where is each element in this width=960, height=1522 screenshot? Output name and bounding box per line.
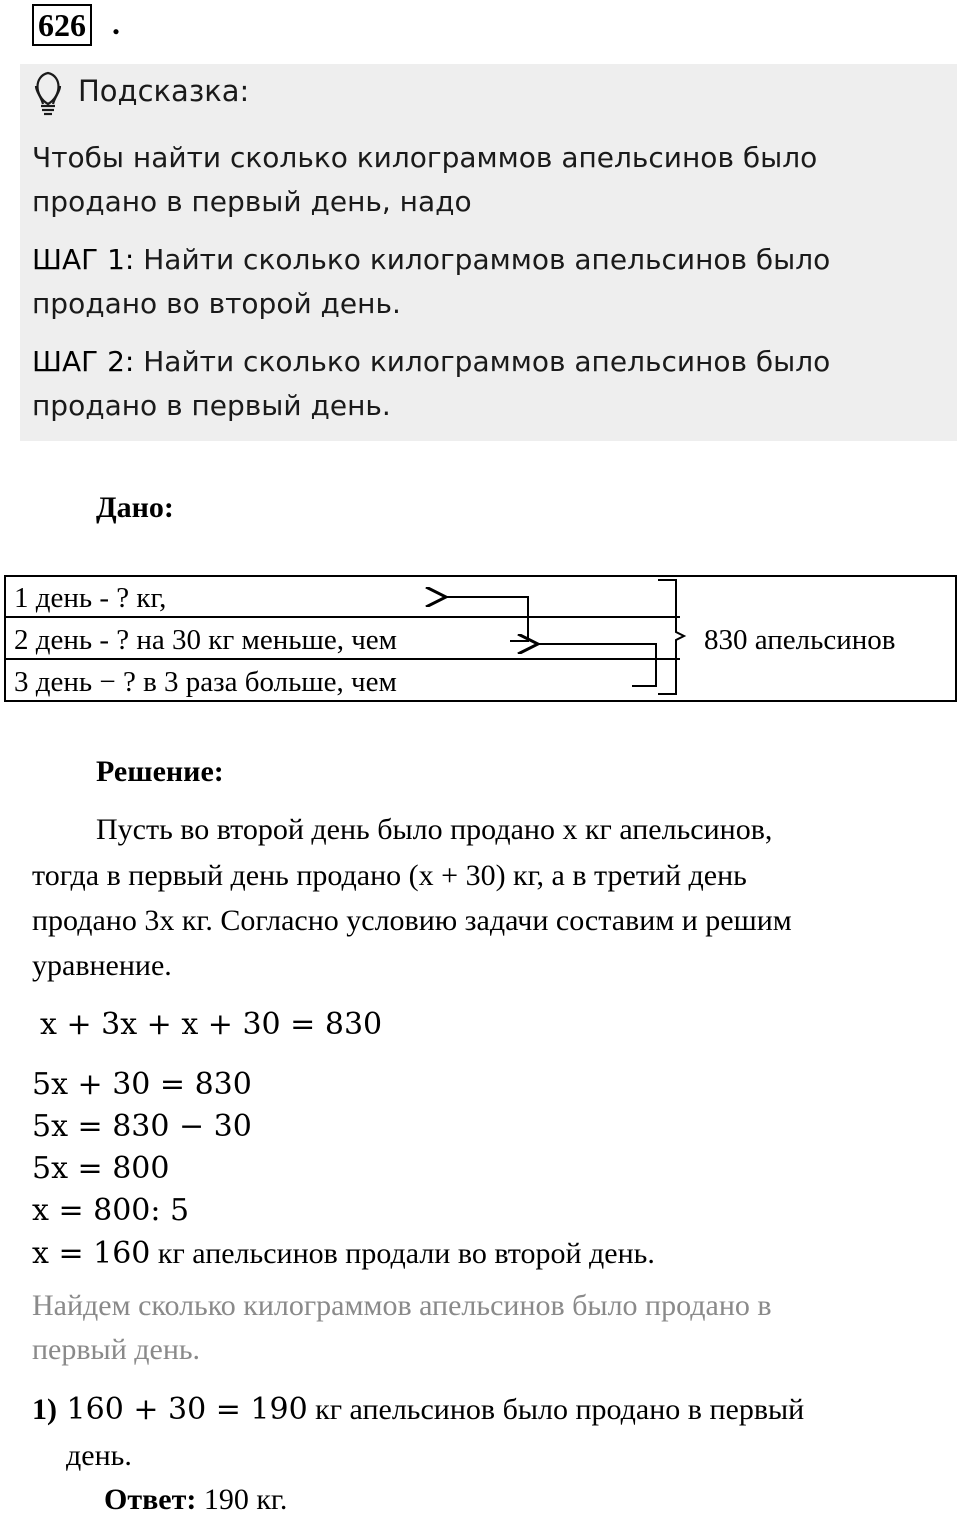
solution-paragraph-line-1: Пусть во второй день было продано x кг апельсинов, xyxy=(96,813,773,846)
hint-title: Подсказка: xyxy=(78,74,250,108)
hint-step2-label: ШАГ 2: xyxy=(32,345,135,378)
equation-5: x = 800: 5 xyxy=(32,1193,190,1228)
arrow-row3-to-row2 xyxy=(538,644,656,686)
given-row-3: 3 день − ? в 3 раза больше, чем xyxy=(14,666,397,698)
given-heading: Дано: xyxy=(96,491,174,524)
hint-intro-line-2: продано в первый день, надо xyxy=(32,185,472,218)
task-number: 626 xyxy=(32,4,92,46)
answer-value: 190 кг. xyxy=(196,1483,288,1516)
hint-intro-line-1: Чтобы найти сколько килограммов апельсинов было xyxy=(32,141,818,174)
given-row-1: 1 день - ? кг, xyxy=(14,582,167,614)
equation-6 xyxy=(32,1232,655,1276)
step-1-label: 1) xyxy=(32,1393,57,1426)
hint-step1-line-2: продано во второй день. xyxy=(32,287,401,320)
hint-step2-text: Найти сколько килограммов апельсинов было xyxy=(134,345,831,378)
gray-note-line-1: Найдем сколько килограммов апельсинов было продано в xyxy=(32,1289,772,1322)
equation-6-suffix: кг апельсинов продали во второй день. xyxy=(150,1237,655,1270)
equation-3: 5x = 830 − 30 xyxy=(32,1109,252,1144)
hint-step1-label: ШАГ 1: xyxy=(32,243,135,276)
answer-line xyxy=(104,1478,287,1522)
given-total: 830 апельсинов xyxy=(704,624,896,656)
solution-heading: Решение: xyxy=(96,755,224,788)
total-brace xyxy=(658,580,684,694)
solution-paragraph-line-4: уравнение. xyxy=(32,949,172,982)
equation-6-expr: x = 160 xyxy=(32,1236,151,1271)
step-1-text: кг апельсинов было продано в первый xyxy=(307,1393,805,1426)
hint-step1-text: Найти сколько килограммов апельсинов было xyxy=(134,243,831,276)
arrow-row2-to-row1 xyxy=(446,597,528,641)
solution-paragraph-line-3: продано 3x кг. Согласно условию задачи составим и решим xyxy=(32,904,792,937)
equation-1: x + 3x + x + 30 = 830 xyxy=(40,1007,383,1042)
equation-2: 5x + 30 = 830 xyxy=(32,1067,252,1102)
step-1-expr: 160 + 30 = 190 xyxy=(57,1392,308,1427)
task-number-dot: . xyxy=(112,5,120,41)
step-1-line-2: день. xyxy=(66,1439,132,1472)
gray-note-line-2: первый день. xyxy=(32,1333,201,1366)
equation-4: 5x = 800 xyxy=(32,1151,170,1186)
step-1-line xyxy=(32,1388,804,1432)
hint-step2-line-2: продано в первый день. xyxy=(32,389,391,422)
given-row-2: 2 день - ? на 30 кг меньше, чем xyxy=(14,624,398,656)
solution-paragraph-line-2: тогда в первый день продано (x + 30) кг, а в третий день xyxy=(32,859,747,892)
answer-label: Ответ: xyxy=(104,1483,197,1516)
